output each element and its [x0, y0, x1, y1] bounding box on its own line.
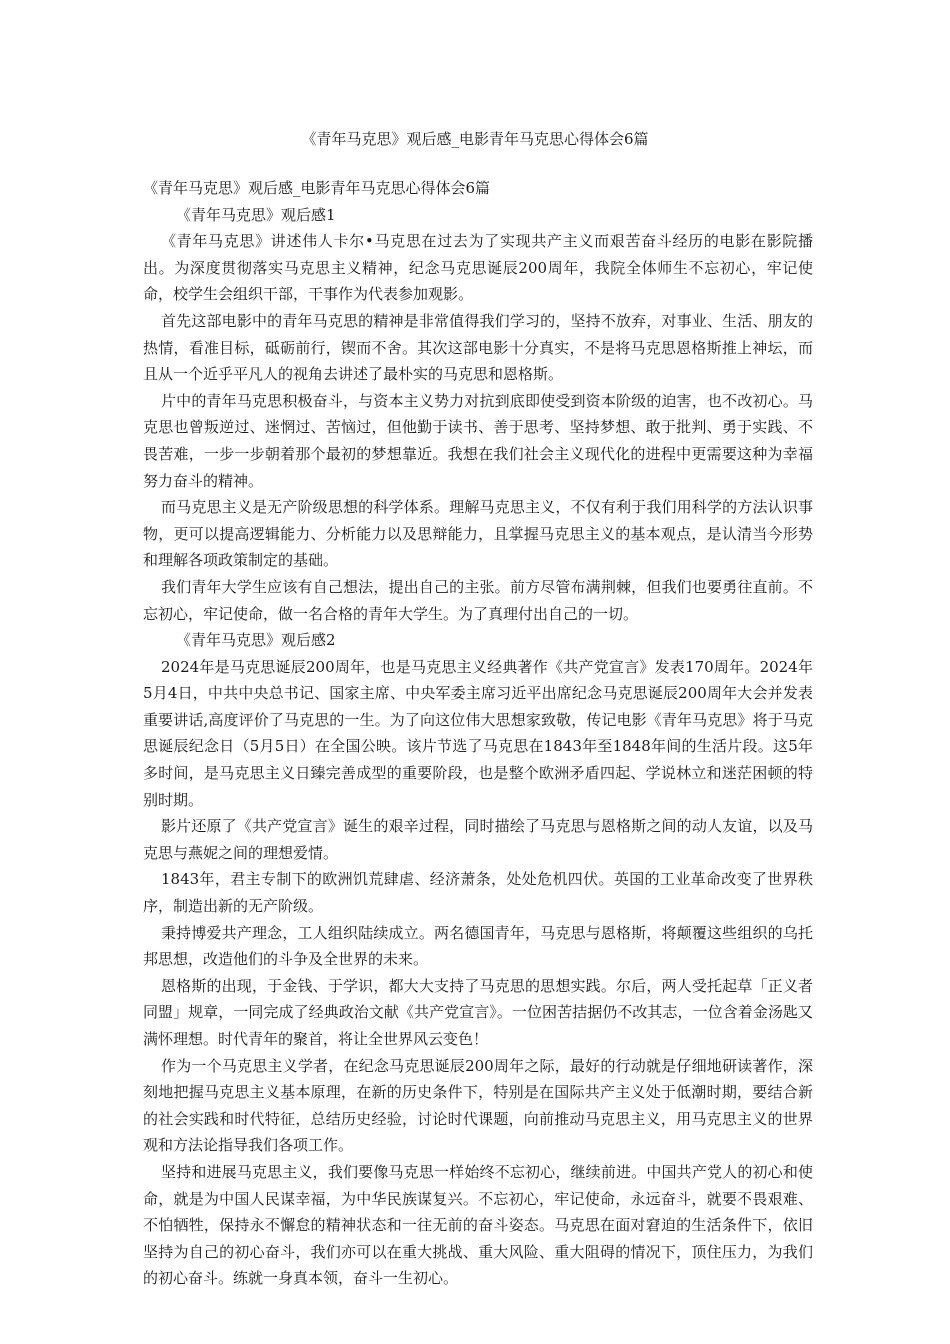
paragraph: 作为一个马克思主义学者，在纪念马克思诞辰200周年之际，最好的行动就是仔细地研读著作，深刻地把握马克思主义基本原理，在新的历史条件下，特别是在国际共产主义处于低潮时期，要结合新的社会实践和时代特征，总结历史经验，讨论时代课题，向前推动马克思主义，用马克思主义的世界观和方法论指导我们各项工作。 [143, 1056, 813, 1155]
paragraph: 恩格斯的出现，于金钱、于学识，都大大支持了马克思的思想实践。尔后，两人受托起草「正义者同盟」规章，一同完成了经典政治文献《共产党宣言》。一位困苦拮据仍不改其志，一位含着金汤匙又满怀理想。时代青年的聚首，将让全世界风云变色！ [143, 976, 813, 1048]
paragraph: 片中的青年马克思积极奋斗，与资本主义势力对抗到底即使受到资本阶级的迫害，也不改初心。马克思也曾叛逆过、迷惘过、苦恼过，但他勤于读书、善于思考、坚持梦想、敢于批判、勇于实践、不畏苦难，一步一步朝着那个最初的梦想靠近。我想在我们社会主义现代化的进程中更需要这种为幸福努力奋斗的精神。 [143, 391, 813, 490]
paragraph: 而马克思主义是无产阶级思想的科学体系。理解马克思主义，不仅有利于我们用科学的方法认识事物，更可以提高逻辑能力、分析能力以及思辩能力，且掌握马克思主义的基本观点，是认清当今形势和理解各项政策制定的基础。 [143, 498, 813, 570]
paragraph: 我们青年大学生应该有自己想法，提出自己的主张。前方尽管布满荆棘，但我们也要勇往直前。不忘初心，牢记使命，做一名合格的青年大学生。为了真理付出自己的一切。 [143, 577, 813, 623]
paragraph: 秉持博爱共产理念，工人组织陆续成立。两名德国青年，马克思与恩格斯，将颠覆这些组织的乌托邦思想，改造他们的斗争及全世界的未来。 [143, 923, 813, 969]
document-title: 《青年马克思》观后感_电影青年马克思心得体会6篇 [301, 130, 649, 148]
document-body [143, 175, 813, 1292]
document-lead: 《青年马克思》观后感_电影青年马克思心得体会6篇 [143, 179, 491, 197]
paragraph: 《青年马克思》讲述伟人卡尔•马克思在过去为了实现共产主义而艰苦奋斗经历的电影在影院播出。为深度贯彻落实马克思主义精神，纪念马克思诞辰200周年，我院全体师生不忘初心，牢记使命，校学生会组织干部，干事作为代表参加观影。 [143, 232, 813, 304]
paragraph: 坚持和进展马克思主义，我们要像马克思一样始终不忘初心，继续前进。中国共产党人的初心和使命，就是为中国人民谋幸福，为中华民族谋复兴。不忘初心，牢记使命，永远奋斗，就要不畏艰难、不怕牺牲，保持永不懈怠的精神状态和一往无前的奋斗姿态。马克思在面对窘迫的生活条件下，依旧坚持为自己的初心奋斗，我们亦可以在重大挑战、重大风险、重大阻碍的情况下，顶住压力，为我们的初心奋斗。练就一身真本领，奋斗一生初心。 [143, 1162, 813, 1288]
section-heading: 《青年马克思》观后感1 [176, 205, 336, 224]
section-heading: 《青年马克思》观后感2 [176, 631, 336, 650]
paragraph: 影片还原了《共产党宣言》诞生的艰辛过程，同时描绘了马克思与恩格斯之间的动人友谊，以及马克思与燕妮之间的理想爱情。 [143, 817, 813, 862]
paragraph: 1843年，君主专制下的欧洲饥荒肆虐、经济萧条，处处危机四伏。英国的工业革命改变了世界秩序，制造出新的无产阶级。 [143, 870, 813, 916]
paragraph: 2024年是马克思诞辰200周年，也是马克思主义经典著作《共产党宣言》发表170周年。2024年5月4日，中共中央总书记、国家主席、中央军委主席习近平出席纪念马克思诞辰200周年大会并发表重要讲话,高度评价了马克思的一生。为了向这位伟大思想家致敬，传记电影《青年马克思》将于马克思诞辰纪念日（5月5日）在全国公映。该片节选了马克思在1843年至1848年间的生活片段。这5年多时间，是马克思主义日臻完善成型的重要阶段，也是整个欧洲矛盾四起、学说林立和迷茫困顿的特别时期。 [143, 657, 813, 809]
paragraph: 首先这部电影中的青年马克思的精神是非常值得我们学习的，坚持不放弃，对事业、生活、朋友的热情，看准目标，砥砺前行，锲而不舍。其次这部电影十分真实，不是将马克思恩格斯推上神坛，而且从一个近乎平凡人的视角去讲述了最朴实的马克思和恩格斯。 [143, 311, 813, 384]
